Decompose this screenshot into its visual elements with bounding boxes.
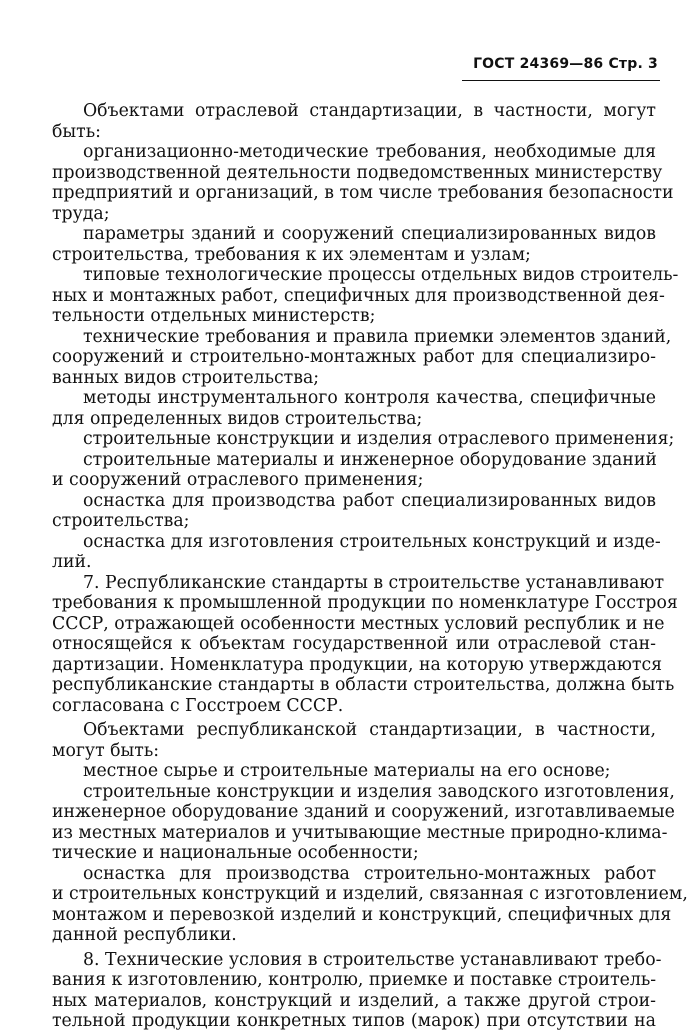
text-line: строительные конструкции и изделия отраслевого применения;: [83, 429, 675, 449]
standard-number: ГОСТ 24369—86: [473, 56, 604, 72]
text-line: и сооружений отраслевого применения;: [52, 470, 424, 490]
text-line: тические и национальные особенности;: [52, 843, 419, 863]
text-line: согласована с Госстроем СССР.: [52, 695, 344, 716]
text-line: могут быть:: [52, 740, 160, 761]
text-line: и строительных конструкций и изделий, связанная с изготовлением,: [52, 884, 688, 904]
text-line: тельной продукции конкретных типов (марок) при отсутствии на: [52, 1011, 656, 1031]
page-number: Стр. 3: [608, 56, 658, 72]
text-line: технические требования и правила приемки элементов зданий,: [83, 326, 672, 347]
text-line: инженерное оборудование зданий и сооружений, изготавливаемые: [52, 802, 675, 822]
text-line: дартизации. Номенклатура продукции, на которую утверждаются: [52, 654, 663, 675]
text-line: сооружений и строительно-монтажных работ для специализиро-: [52, 347, 656, 367]
body-text: [52, 101, 688, 1032]
text-line: быть:: [52, 121, 101, 142]
text-line: из местных материалов и учитывающие местные природно-клима-: [52, 822, 668, 843]
text-line: оснастка для производства строительно-монтажных работ: [83, 863, 656, 884]
text-line: Объектами республиканской стандартизации, в частности,: [83, 720, 656, 740]
text-line: Объектами отраслевой стандартизации, в частности, могут: [83, 101, 656, 121]
text-line: типовые технологические процессы отдельных видов строитель-: [83, 265, 679, 285]
text-line: ванных видов строительства;: [52, 367, 320, 388]
text-line: труда;: [52, 203, 110, 224]
text-line: монтажом и перевозкой изделий и конструкций, специфичных для: [52, 904, 672, 925]
text-line: вания к изготовлению, контролю, приемке и поставке строитель-: [52, 970, 657, 990]
text-line: строительства, требования к их элементам и узлам;: [52, 244, 531, 265]
text-line: 8. Технические условия в строительстве устанавливают требо-: [83, 949, 662, 970]
text-line: методы инструментального контроля качества, специфичные: [83, 388, 656, 408]
text-line: ных и монтажных работ, специфичных для производственной дея-: [52, 285, 665, 306]
text-line: относящейся к объектам государственной или отраслевой стан-: [52, 634, 656, 654]
header-rule: [462, 80, 660, 81]
text-line: местное сырье и строительные материалы на его основе;: [83, 761, 611, 781]
text-line: СССР, отражающей особенности местных условий республик и не: [52, 613, 665, 634]
text-line: для определенных видов строительства;: [52, 408, 423, 429]
text-line: оснастка для производства работ специализированных видов: [83, 490, 656, 511]
text-line: тельности отдельных министерств;: [52, 306, 376, 326]
text-line: производственной деятельности подведомственных министерству: [52, 162, 663, 183]
text-line: республиканские стандарты в области строительства, должна быть: [52, 675, 675, 695]
text-line: данной республики.: [52, 925, 237, 945]
page-header: [440, 56, 658, 72]
text-line: строительные материалы и инженерное оборудование зданий: [83, 449, 657, 470]
text-line: оснастка для изготовления строительных конструкций и изде-: [83, 531, 661, 552]
text-line: строительные конструкции и изделия заводского изготовления,: [83, 781, 675, 802]
text-line: организационно-методические требования, необходимые для: [83, 142, 656, 162]
text-line: лий.: [52, 552, 92, 572]
text-line: предприятий и организаций, в том числе требования безопасности: [52, 183, 674, 203]
text-line: 7. Республиканские стандарты в строительстве устанавливают: [83, 572, 665, 593]
text-line: требования к промышленной продукции по номенклатуре Госстроя: [52, 593, 678, 613]
text-line: параметры зданий и сооружений специализированных видов: [83, 224, 656, 244]
text-line: строительства;: [52, 511, 190, 531]
text-line: ных материалов, конструкций и изделий, а также другой строи-: [52, 990, 656, 1011]
